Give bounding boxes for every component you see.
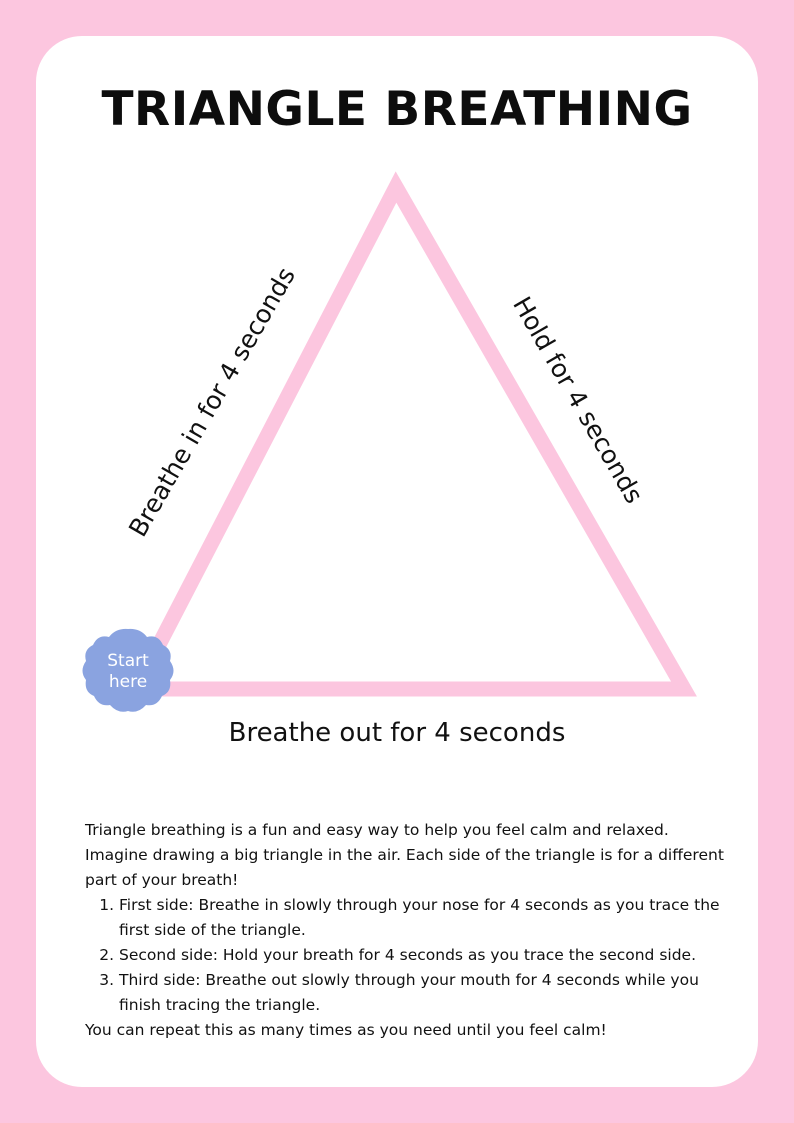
right-side-label: Hold for 4 seconds <box>507 291 649 509</box>
instructions-intro: Triangle breathing is a fun and easy way to help you feel calm and relaxed. Imagine drawing a big triangle in the air. Each side of the triangle is for a different part of your breath! <box>85 821 724 889</box>
step-item: 1. First side: Breathe in slowly through your nose for 4 seconds as you trace the first side of the triangle. <box>119 893 725 943</box>
start-badge-text <box>80 651 176 693</box>
step-item: 3. Third side: Breathe out slowly through your mouth for 4 seconds while you finish tracing the triangle. <box>119 968 725 1018</box>
page-title: TRIANGLE BREATHING <box>101 82 693 137</box>
start-badge-line1: Start <box>107 651 149 671</box>
step-item: 2. Second side: Hold your breath for 4 seconds as you trace the second side. <box>119 943 725 968</box>
instructions-closing: You can repeat this as many times as you need until you feel calm! <box>85 1021 607 1039</box>
left-side-label: Breathe in for 4 seconds <box>123 262 301 542</box>
steps-list <box>85 893 725 1018</box>
bottom-side-label: Breathe out for 4 seconds <box>228 718 566 748</box>
instructions <box>85 818 725 1043</box>
start-badge-line2: here <box>108 672 148 692</box>
